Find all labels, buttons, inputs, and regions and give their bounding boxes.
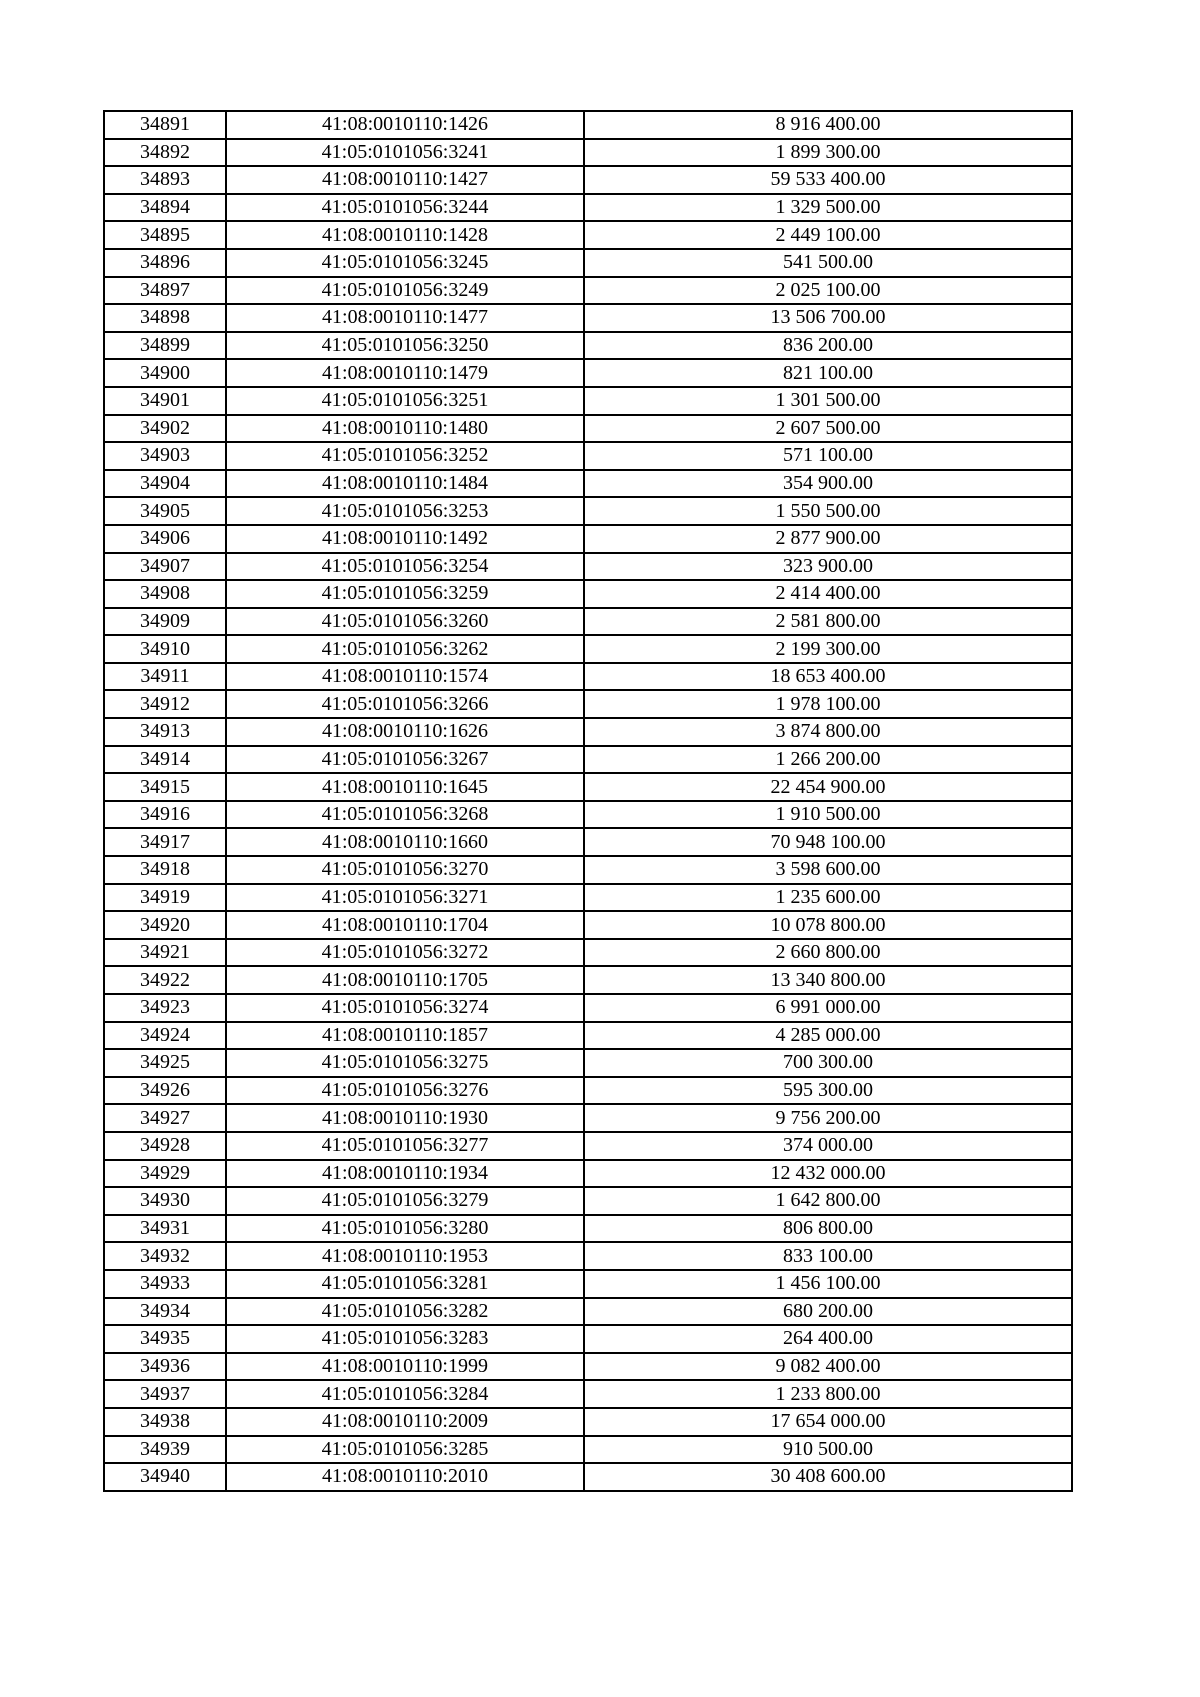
table-row <box>104 1242 1072 1270</box>
cadastral-value-cell: 6 991 000.00 <box>584 994 1072 1022</box>
table-row <box>104 1077 1072 1105</box>
cadastral-number-cell: 41:05:0101056:3266 <box>226 690 584 718</box>
table-row <box>104 1380 1072 1408</box>
table-row <box>104 442 1072 470</box>
cadastral-number-cell: 41:05:0101056:3260 <box>226 608 584 636</box>
cadastral-value-cell: 1 642 800.00 <box>584 1187 1072 1215</box>
row-number-cell: 34909 <box>104 608 226 636</box>
table-row <box>104 166 1072 194</box>
table-row <box>104 1022 1072 1050</box>
cadastral-value-cell: 2 414 400.00 <box>584 580 1072 608</box>
cadastral-value-cell: 1 266 200.00 <box>584 746 1072 774</box>
cadastral-number-cell: 41:05:0101056:3254 <box>226 553 584 581</box>
cadastral-value-cell: 541 500.00 <box>584 249 1072 277</box>
table-row <box>104 139 1072 167</box>
row-number-cell: 34908 <box>104 580 226 608</box>
row-number-cell: 34929 <box>104 1160 226 1188</box>
table-row <box>104 359 1072 387</box>
cadastral-value-cell: 59 533 400.00 <box>584 166 1072 194</box>
cadastral-value-cell: 17 654 000.00 <box>584 1408 1072 1436</box>
row-number-cell: 34915 <box>104 773 226 801</box>
row-number-cell: 34919 <box>104 884 226 912</box>
cadastral-value-cell: 1 329 500.00 <box>584 194 1072 222</box>
row-number-cell: 34939 <box>104 1436 226 1464</box>
row-number-cell: 34924 <box>104 1022 226 1050</box>
table-row <box>104 1215 1072 1243</box>
row-number-cell: 34923 <box>104 994 226 1022</box>
row-number-cell: 34917 <box>104 828 226 856</box>
row-number-cell: 34940 <box>104 1463 226 1491</box>
cadastral-value-cell: 1 235 600.00 <box>584 884 1072 912</box>
row-number-cell: 34897 <box>104 277 226 305</box>
cadastral-value-cell: 821 100.00 <box>584 359 1072 387</box>
cadastral-value-cell: 264 400.00 <box>584 1325 1072 1353</box>
cadastral-number-cell: 41:05:0101056:3241 <box>226 139 584 167</box>
row-number-cell: 34901 <box>104 387 226 415</box>
cadastral-number-cell: 41:08:0010110:2010 <box>226 1463 584 1491</box>
table-row <box>104 387 1072 415</box>
table-row <box>104 111 1072 139</box>
cadastral-value-cell: 2 581 800.00 <box>584 608 1072 636</box>
cadastral-number-cell: 41:05:0101056:3279 <box>226 1187 584 1215</box>
cadastral-number-cell: 41:05:0101056:3251 <box>226 387 584 415</box>
row-number-cell: 34896 <box>104 249 226 277</box>
row-number-cell: 34910 <box>104 635 226 663</box>
table-row <box>104 1160 1072 1188</box>
cadastral-number-cell: 41:08:0010110:1934 <box>226 1160 584 1188</box>
table-row <box>104 828 1072 856</box>
cadastral-number-cell: 41:05:0101056:3249 <box>226 277 584 305</box>
cadastral-number-cell: 41:08:0010110:1930 <box>226 1104 584 1132</box>
row-number-cell: 34930 <box>104 1187 226 1215</box>
table-row <box>104 718 1072 746</box>
cadastral-number-cell: 41:05:0101056:3284 <box>226 1380 584 1408</box>
cadastral-number-cell: 41:05:0101056:3280 <box>226 1215 584 1243</box>
cadastral-number-cell: 41:05:0101056:3262 <box>226 635 584 663</box>
row-number-cell: 34893 <box>104 166 226 194</box>
table-row <box>104 249 1072 277</box>
row-number-cell: 34903 <box>104 442 226 470</box>
table-row <box>104 194 1072 222</box>
cadastral-number-cell: 41:08:0010110:1660 <box>226 828 584 856</box>
row-number-cell: 34900 <box>104 359 226 387</box>
cadastral-value-cell: 1 899 300.00 <box>584 139 1072 167</box>
cadastral-number-cell: 41:08:0010110:1492 <box>226 525 584 553</box>
row-number-cell: 34937 <box>104 1380 226 1408</box>
row-number-cell: 34935 <box>104 1325 226 1353</box>
row-number-cell: 34936 <box>104 1353 226 1381</box>
cadastral-value-cell: 833 100.00 <box>584 1242 1072 1270</box>
table-row <box>104 1049 1072 1077</box>
row-number-cell: 34904 <box>104 470 226 498</box>
row-number-cell: 34898 <box>104 304 226 332</box>
cadastral-value-cell: 836 200.00 <box>584 332 1072 360</box>
table-row <box>104 966 1072 994</box>
cadastral-number-cell: 41:05:0101056:3245 <box>226 249 584 277</box>
cadastral-value-cell: 12 432 000.00 <box>584 1160 1072 1188</box>
table-row <box>104 415 1072 443</box>
table-row <box>104 304 1072 332</box>
cadastral-number-cell: 41:08:0010110:1479 <box>226 359 584 387</box>
row-number-cell: 34920 <box>104 911 226 939</box>
table-row <box>104 580 1072 608</box>
cadastral-value-cell: 2 877 900.00 <box>584 525 1072 553</box>
cadastral-value-cell: 1 910 500.00 <box>584 801 1072 829</box>
row-number-cell: 34932 <box>104 1242 226 1270</box>
cadastral-value-cell: 2 025 100.00 <box>584 277 1072 305</box>
cadastral-value-cell: 1 301 500.00 <box>584 387 1072 415</box>
cadastral-value-cell: 4 285 000.00 <box>584 1022 1072 1050</box>
table-row <box>104 994 1072 1022</box>
cadastral-value-table <box>103 110 1073 1492</box>
cadastral-number-cell: 41:05:0101056:3285 <box>226 1436 584 1464</box>
table-row <box>104 884 1072 912</box>
cadastral-value-cell: 2 449 100.00 <box>584 221 1072 249</box>
row-number-cell: 34899 <box>104 332 226 360</box>
table-row <box>104 911 1072 939</box>
row-number-cell: 34938 <box>104 1408 226 1436</box>
cadastral-number-cell: 41:05:0101056:3282 <box>226 1298 584 1326</box>
cadastral-number-cell: 41:05:0101056:3250 <box>226 332 584 360</box>
cadastral-value-cell: 30 408 600.00 <box>584 1463 1072 1491</box>
row-number-cell: 34933 <box>104 1270 226 1298</box>
row-number-cell: 34906 <box>104 525 226 553</box>
cadastral-number-cell: 41:05:0101056:3274 <box>226 994 584 1022</box>
table-row <box>104 801 1072 829</box>
cadastral-number-cell: 41:05:0101056:3253 <box>226 497 584 525</box>
cadastral-value-cell: 806 800.00 <box>584 1215 1072 1243</box>
cadastral-value-cell: 1 233 800.00 <box>584 1380 1072 1408</box>
cadastral-number-cell: 41:08:0010110:1704 <box>226 911 584 939</box>
cadastral-number-cell: 41:05:0101056:3244 <box>226 194 584 222</box>
cadastral-value-cell: 700 300.00 <box>584 1049 1072 1077</box>
row-number-cell: 34914 <box>104 746 226 774</box>
cadastral-value-cell: 70 948 100.00 <box>584 828 1072 856</box>
cadastral-number-cell: 41:08:0010110:1645 <box>226 773 584 801</box>
table-row <box>104 1187 1072 1215</box>
cadastral-value-cell: 3 874 800.00 <box>584 718 1072 746</box>
row-number-cell: 34918 <box>104 856 226 884</box>
cadastral-value-cell: 9 756 200.00 <box>584 1104 1072 1132</box>
row-number-cell: 34902 <box>104 415 226 443</box>
row-number-cell: 34928 <box>104 1132 226 1160</box>
table-row <box>104 1353 1072 1381</box>
table-row <box>104 1298 1072 1326</box>
cadastral-number-cell: 41:05:0101056:3252 <box>226 442 584 470</box>
table-row <box>104 1270 1072 1298</box>
row-number-cell: 34891 <box>104 111 226 139</box>
cadastral-number-cell: 41:05:0101056:3277 <box>226 1132 584 1160</box>
table-body <box>104 111 1072 1491</box>
table-row <box>104 277 1072 305</box>
cadastral-value-cell: 9 082 400.00 <box>584 1353 1072 1381</box>
table-row <box>104 939 1072 967</box>
table-row <box>104 773 1072 801</box>
cadastral-value-cell: 1 550 500.00 <box>584 497 1072 525</box>
cadastral-number-cell: 41:08:0010110:1626 <box>226 718 584 746</box>
cadastral-number-cell: 41:08:0010110:1857 <box>226 1022 584 1050</box>
table-row <box>104 1132 1072 1160</box>
row-number-cell: 34916 <box>104 801 226 829</box>
cadastral-number-cell: 41:08:0010110:1705 <box>226 966 584 994</box>
row-number-cell: 34925 <box>104 1049 226 1077</box>
cadastral-number-cell: 41:08:0010110:2009 <box>226 1408 584 1436</box>
table-row <box>104 1436 1072 1464</box>
row-number-cell: 34895 <box>104 221 226 249</box>
row-number-cell: 34892 <box>104 139 226 167</box>
cadastral-number-cell: 41:05:0101056:3271 <box>226 884 584 912</box>
cadastral-value-cell: 13 340 800.00 <box>584 966 1072 994</box>
cadastral-value-cell: 571 100.00 <box>584 442 1072 470</box>
cadastral-number-cell: 41:08:0010110:1428 <box>226 221 584 249</box>
cadastral-value-cell: 1 456 100.00 <box>584 1270 1072 1298</box>
table-row <box>104 525 1072 553</box>
row-number-cell: 34926 <box>104 1077 226 1105</box>
table-row <box>104 1104 1072 1132</box>
table-row <box>104 332 1072 360</box>
table-row <box>104 690 1072 718</box>
cadastral-number-cell: 41:08:0010110:1574 <box>226 663 584 691</box>
cadastral-value-cell: 595 300.00 <box>584 1077 1072 1105</box>
row-number-cell: 34907 <box>104 553 226 581</box>
table-row <box>104 856 1072 884</box>
cadastral-number-cell: 41:08:0010110:1480 <box>226 415 584 443</box>
cadastral-number-cell: 41:05:0101056:3259 <box>226 580 584 608</box>
cadastral-value-cell: 2 660 800.00 <box>584 939 1072 967</box>
cadastral-value-cell: 1 978 100.00 <box>584 690 1072 718</box>
cadastral-number-cell: 41:05:0101056:3270 <box>226 856 584 884</box>
cadastral-value-cell: 2 199 300.00 <box>584 635 1072 663</box>
table-row <box>104 1463 1072 1491</box>
cadastral-value-cell: 18 653 400.00 <box>584 663 1072 691</box>
cadastral-number-cell: 41:05:0101056:3281 <box>226 1270 584 1298</box>
cadastral-number-cell: 41:05:0101056:3283 <box>226 1325 584 1353</box>
cadastral-value-cell: 354 900.00 <box>584 470 1072 498</box>
cadastral-number-cell: 41:08:0010110:1484 <box>226 470 584 498</box>
table-row <box>104 497 1072 525</box>
cadastral-value-cell: 8 916 400.00 <box>584 111 1072 139</box>
row-number-cell: 34913 <box>104 718 226 746</box>
table-row <box>104 746 1072 774</box>
cadastral-value-cell: 910 500.00 <box>584 1436 1072 1464</box>
table-row <box>104 221 1072 249</box>
cadastral-value-cell: 374 000.00 <box>584 1132 1072 1160</box>
table-row <box>104 470 1072 498</box>
cadastral-value-cell: 680 200.00 <box>584 1298 1072 1326</box>
row-number-cell: 34922 <box>104 966 226 994</box>
cadastral-value-cell: 2 607 500.00 <box>584 415 1072 443</box>
cadastral-number-cell: 41:08:0010110:1426 <box>226 111 584 139</box>
cadastral-number-cell: 41:05:0101056:3272 <box>226 939 584 967</box>
cadastral-number-cell: 41:08:0010110:1953 <box>226 1242 584 1270</box>
table-row <box>104 553 1072 581</box>
cadastral-value-cell: 13 506 700.00 <box>584 304 1072 332</box>
cadastral-value-cell: 10 078 800.00 <box>584 911 1072 939</box>
table-row <box>104 663 1072 691</box>
cadastral-number-cell: 41:05:0101056:3267 <box>226 746 584 774</box>
table-row <box>104 1325 1072 1353</box>
cadastral-number-cell: 41:08:0010110:1999 <box>226 1353 584 1381</box>
cadastral-number-cell: 41:08:0010110:1427 <box>226 166 584 194</box>
cadastral-value-cell: 3 598 600.00 <box>584 856 1072 884</box>
table-row <box>104 635 1072 663</box>
table-row <box>104 608 1072 636</box>
row-number-cell: 34911 <box>104 663 226 691</box>
row-number-cell: 34927 <box>104 1104 226 1132</box>
row-number-cell: 34934 <box>104 1298 226 1326</box>
row-number-cell: 34931 <box>104 1215 226 1243</box>
cadastral-value-cell: 22 454 900.00 <box>584 773 1072 801</box>
cadastral-number-cell: 41:08:0010110:1477 <box>226 304 584 332</box>
row-number-cell: 34905 <box>104 497 226 525</box>
cadastral-number-cell: 41:05:0101056:3276 <box>226 1077 584 1105</box>
table-row <box>104 1408 1072 1436</box>
cadastral-number-cell: 41:05:0101056:3268 <box>226 801 584 829</box>
row-number-cell: 34921 <box>104 939 226 967</box>
cadastral-value-cell: 323 900.00 <box>584 553 1072 581</box>
cadastral-number-cell: 41:05:0101056:3275 <box>226 1049 584 1077</box>
row-number-cell: 34894 <box>104 194 226 222</box>
row-number-cell: 34912 <box>104 690 226 718</box>
